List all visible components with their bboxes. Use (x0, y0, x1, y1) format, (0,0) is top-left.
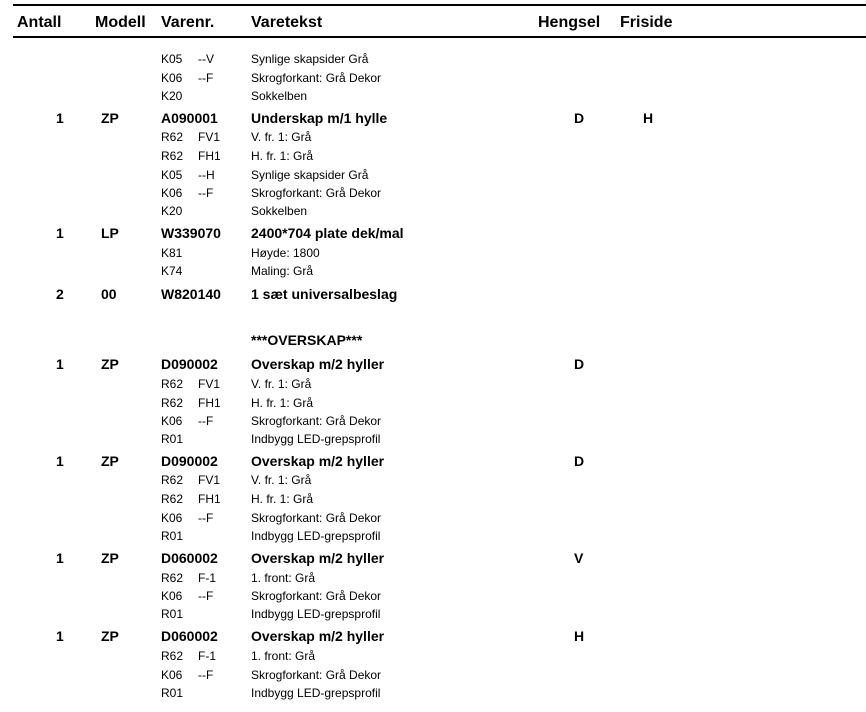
header-top-rule (13, 4, 866, 6)
option-line (0, 264, 866, 282)
option-description: 1. front: Grå (251, 649, 316, 663)
option-description: Høyde: 1800 (251, 246, 320, 260)
option-code: R62 (161, 492, 184, 506)
order-line (0, 225, 866, 243)
item-description: Overskap m/2 hyller (251, 550, 385, 566)
model: LP (101, 225, 119, 241)
item-description: Overskap m/2 hyller (251, 356, 385, 372)
option-code: R62 (161, 473, 184, 487)
option-line (0, 414, 866, 432)
hinge: D (574, 453, 585, 469)
option-description: Skrogforkant: Grå Dekor (251, 511, 382, 525)
item-description: 2400*704 plate dek/mal (251, 225, 404, 241)
option-description: Skrogforkant: Grå Dekor (251, 71, 382, 85)
option-line (0, 130, 866, 148)
option-variant: --F (198, 589, 214, 603)
quantity: 1 (56, 550, 64, 566)
option-line (0, 89, 866, 107)
option-code: R62 (161, 149, 184, 163)
option-variant: F-1 (198, 571, 216, 585)
option-code: R01 (161, 686, 184, 700)
option-code: K06 (161, 589, 183, 603)
option-line (0, 589, 866, 607)
model: ZP (101, 356, 119, 372)
option-description: Indbygg LED-grepsprofil (251, 529, 381, 543)
item-description: Underskap m/1 hylle (251, 110, 388, 126)
order-line (0, 453, 866, 471)
item-number: D090002 (161, 453, 218, 469)
order-line (0, 110, 866, 128)
item-number: D060002 (161, 550, 218, 566)
option-description: H. fr. 1: Grå (251, 396, 314, 410)
option-description: Skrogforkant: Grå Dekor (251, 668, 382, 682)
option-line (0, 571, 866, 589)
option-line (0, 71, 866, 89)
quantity: 1 (56, 356, 64, 372)
option-line (0, 668, 866, 686)
option-code: R62 (161, 649, 184, 663)
option-line (0, 492, 866, 510)
option-variant: FV1 (198, 130, 221, 144)
section-heading-row (0, 332, 866, 350)
hinge: D (574, 356, 585, 372)
section-heading: ***OVERSKAP*** (251, 332, 363, 348)
column-header-antall: Antall (17, 14, 62, 31)
option-code: K05 (161, 168, 183, 182)
option-line (0, 246, 866, 264)
option-code: K81 (161, 246, 183, 260)
free-side: H (643, 110, 654, 126)
quantity: 2 (56, 286, 64, 302)
option-code: K06 (161, 414, 183, 428)
option-description: Synlige skapsider Grå (251, 52, 369, 66)
quantity: 1 (56, 225, 64, 241)
item-number: W339070 (161, 225, 221, 241)
option-line (0, 529, 866, 547)
order-line (0, 550, 866, 568)
option-description: V. fr. 1: Grå (251, 377, 312, 391)
option-code: K20 (161, 204, 183, 218)
option-code: K06 (161, 71, 183, 85)
option-description: Skrogforkant: Grå Dekor (251, 589, 382, 603)
option-description: Indbygg LED-grepsprofil (251, 686, 381, 700)
model: ZP (101, 453, 119, 469)
option-variant: FV1 (198, 473, 221, 487)
option-line (0, 149, 866, 167)
item-number: A090001 (161, 110, 218, 126)
option-description: 1. front: Grå (251, 571, 316, 585)
option-description: Indbygg LED-grepsprofil (251, 432, 381, 446)
item-description: Overskap m/2 hyller (251, 453, 385, 469)
option-line (0, 52, 866, 70)
quantity: 1 (56, 110, 64, 126)
order-line (0, 628, 866, 646)
option-code: K74 (161, 264, 183, 278)
quantity: 1 (56, 628, 64, 644)
option-code: R62 (161, 130, 184, 144)
option-description: H. fr. 1: Grå (251, 492, 314, 506)
hinge: V (574, 550, 584, 566)
option-code: K06 (161, 668, 183, 682)
option-code: R62 (161, 571, 184, 585)
option-description: Skrogforkant: Grå Dekor (251, 186, 382, 200)
item-description: Overskap m/2 hyller (251, 628, 385, 644)
option-description: V. fr. 1: Grå (251, 130, 312, 144)
option-variant: F-1 (198, 649, 216, 663)
option-description: Sokkelben (251, 89, 308, 103)
option-line (0, 396, 866, 414)
column-header-modell: Modell (95, 14, 146, 31)
option-variant: --F (198, 414, 214, 428)
option-line (0, 649, 866, 667)
item-number: W820140 (161, 286, 221, 302)
option-code: R62 (161, 396, 184, 410)
option-variant: --V (198, 52, 214, 66)
hinge: H (574, 628, 585, 644)
model: ZP (101, 628, 119, 644)
order-line (0, 356, 866, 374)
option-code: R62 (161, 377, 184, 391)
option-description: Synlige skapsider Grå (251, 168, 369, 182)
column-header-friside: Friside (620, 14, 673, 31)
quantity: 1 (56, 453, 64, 469)
option-code: K20 (161, 89, 183, 103)
option-variant: --H (198, 168, 215, 182)
option-line (0, 432, 866, 450)
option-line (0, 511, 866, 529)
header-bottom-rule (13, 36, 866, 38)
option-line (0, 473, 866, 491)
option-code: K06 (161, 511, 183, 525)
option-description: Indbygg LED-grepsprofil (251, 607, 381, 621)
option-variant: FH1 (198, 492, 221, 506)
option-code: R01 (161, 529, 184, 543)
option-variant: FH1 (198, 149, 221, 163)
option-description: Sokkelben (251, 204, 308, 218)
model: ZP (101, 110, 119, 126)
option-code: K05 (161, 52, 183, 66)
order-line (0, 286, 866, 304)
option-description: Skrogforkant: Grå Dekor (251, 414, 382, 428)
option-description: H. fr. 1: Grå (251, 149, 314, 163)
option-line (0, 686, 866, 704)
item-number: D090002 (161, 356, 218, 372)
option-description: V. fr. 1: Grå (251, 473, 312, 487)
option-line (0, 204, 866, 222)
option-line (0, 168, 866, 186)
option-variant: --F (198, 71, 214, 85)
option-code: R01 (161, 432, 184, 446)
option-line (0, 377, 866, 395)
option-variant: --F (198, 511, 214, 525)
column-header-varenr: Varenr. (161, 14, 215, 31)
column-header-varetekst: Varetekst (251, 14, 323, 31)
column-header-hengsel: Hengsel (538, 14, 601, 31)
item-number: D060002 (161, 628, 218, 644)
option-description: Maling: Grå (251, 264, 314, 278)
option-variant: --F (198, 186, 214, 200)
option-code: R01 (161, 607, 184, 621)
option-line (0, 607, 866, 625)
option-line (0, 186, 866, 204)
option-code: K06 (161, 186, 183, 200)
option-variant: FV1 (198, 377, 221, 391)
option-variant: FH1 (198, 396, 221, 410)
model: 00 (101, 286, 117, 302)
model: ZP (101, 550, 119, 566)
item-description: 1 sæt universalbeslag (251, 286, 398, 302)
option-variant: --F (198, 668, 214, 682)
hinge: D (574, 110, 585, 126)
